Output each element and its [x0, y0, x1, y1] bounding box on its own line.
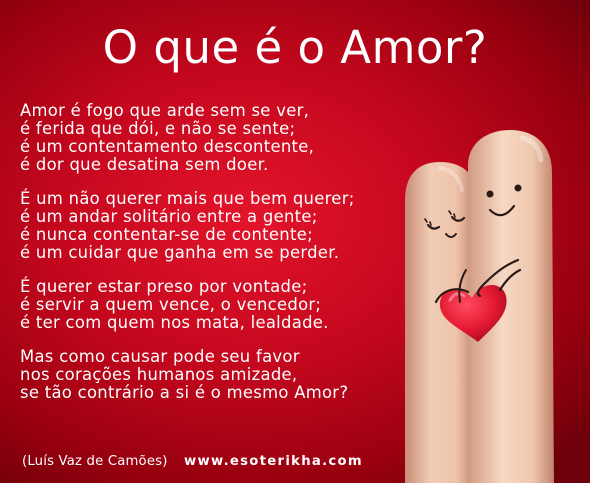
poem — [20, 102, 420, 402]
page-title: O que é o Amor? — [102, 21, 488, 74]
right-face-eye-1 — [487, 191, 494, 198]
poem-line: nos corações humanos amizade, — [20, 365, 298, 384]
poem-line: é ter com quem nos mata, lealdade. — [20, 313, 329, 332]
website-link[interactable]: www.esoterikha.com — [184, 454, 363, 469]
poem-author: (Luís Vaz de Camões) — [22, 454, 168, 469]
poem-line: é servir a quem vence, o vencedor; — [20, 295, 322, 314]
poem-stanza-3 — [20, 278, 420, 332]
poem-line: Amor é fogo que arde sem se ver, — [20, 101, 310, 120]
poem-line: se tão contrário a si é o mesmo Amor? — [20, 383, 349, 402]
poem-line: é um cuidar que ganha em se perder. — [20, 243, 340, 262]
poem-line: é nunca contentar-se de contente; — [20, 225, 313, 244]
poem-line: é ferida que dói, e não se sente; — [20, 119, 296, 138]
poem-line: É querer estar preso por vontade; — [20, 277, 308, 296]
finger-couple-illustration — [400, 130, 590, 483]
poem-line: Mas como causar pode seu favor — [20, 347, 300, 366]
poem-line: é um contentamento descontente, — [20, 137, 315, 156]
right-face-eye-2 — [515, 185, 522, 192]
poem-stanza-1 — [20, 102, 420, 174]
poem-stanza-2 — [20, 190, 420, 262]
poem-stanza-4 — [20, 348, 420, 402]
poem-line: é dor que desatina sem doer. — [20, 155, 269, 174]
poem-line: É um não querer mais que bem querer; — [20, 189, 355, 208]
footer — [22, 452, 363, 470]
poem-line: é um andar solitário entre a gente; — [20, 207, 318, 226]
